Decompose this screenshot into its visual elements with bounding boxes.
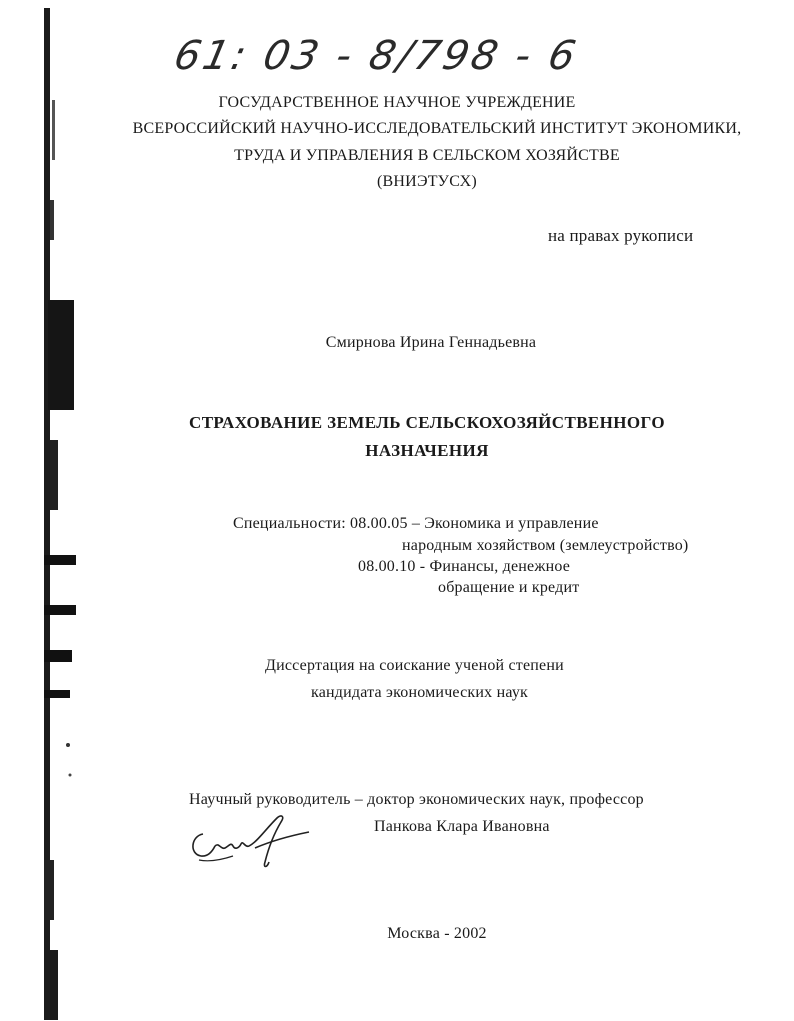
city-year: Москва - 2002 <box>387 925 487 942</box>
degree-line-2: кандидата экономических наук <box>311 684 528 701</box>
institution-line-1: ГОСУДАРСТВЕННОЕ НАУЧНОЕ УЧРЕЖДЕНИЕ <box>218 94 576 111</box>
supervisor-name: Панкова Клара Ивановна <box>374 818 550 835</box>
specialty-line-1: Специальности: 08.00.05 – Экономика и управление <box>233 515 599 532</box>
specialty-line-4: обращение и кредит <box>438 579 580 596</box>
institution-line-3: ТРУДА И УПРАВЛЕНИЯ В СЕЛЬСКОМ ХОЗЯЙСТВЕ <box>234 147 620 164</box>
signature <box>185 812 320 874</box>
institution-line-2: ВСЕРОССИЙСКИЙ НАУЧНО-ИССЛЕДОВАТЕЛЬСКИЙ ИНСТИТУТ ЭКОНОМИКИ, <box>132 120 742 137</box>
supervisor-title: Научный руководитель – доктор экономических наук, профессор <box>189 791 644 808</box>
author-name: Смирнова Ирина Геннадьевна <box>325 334 537 351</box>
manuscript-note: на правах рукописи <box>548 226 694 245</box>
specialty-line-3: 08.00.10 - Финансы, денежное <box>358 558 571 575</box>
archive-code-handwritten: 61: 03 - 8/798 - 6 <box>170 33 583 79</box>
institution-abbreviation: (ВНИЭТУСХ) <box>377 173 477 190</box>
dissertation-title-line-2: НАЗНАЧЕНИЯ <box>365 441 489 460</box>
specialty-line-2: народным хозяйством (землеустройство) <box>402 537 689 554</box>
degree-line-1: Диссертация на соискание ученой степени <box>265 657 564 674</box>
dissertation-title-line-1: СТРАХОВАНИЕ ЗЕМЕЛЬ СЕЛЬСКОХОЗЯЙСТВЕННОГО <box>189 413 665 432</box>
